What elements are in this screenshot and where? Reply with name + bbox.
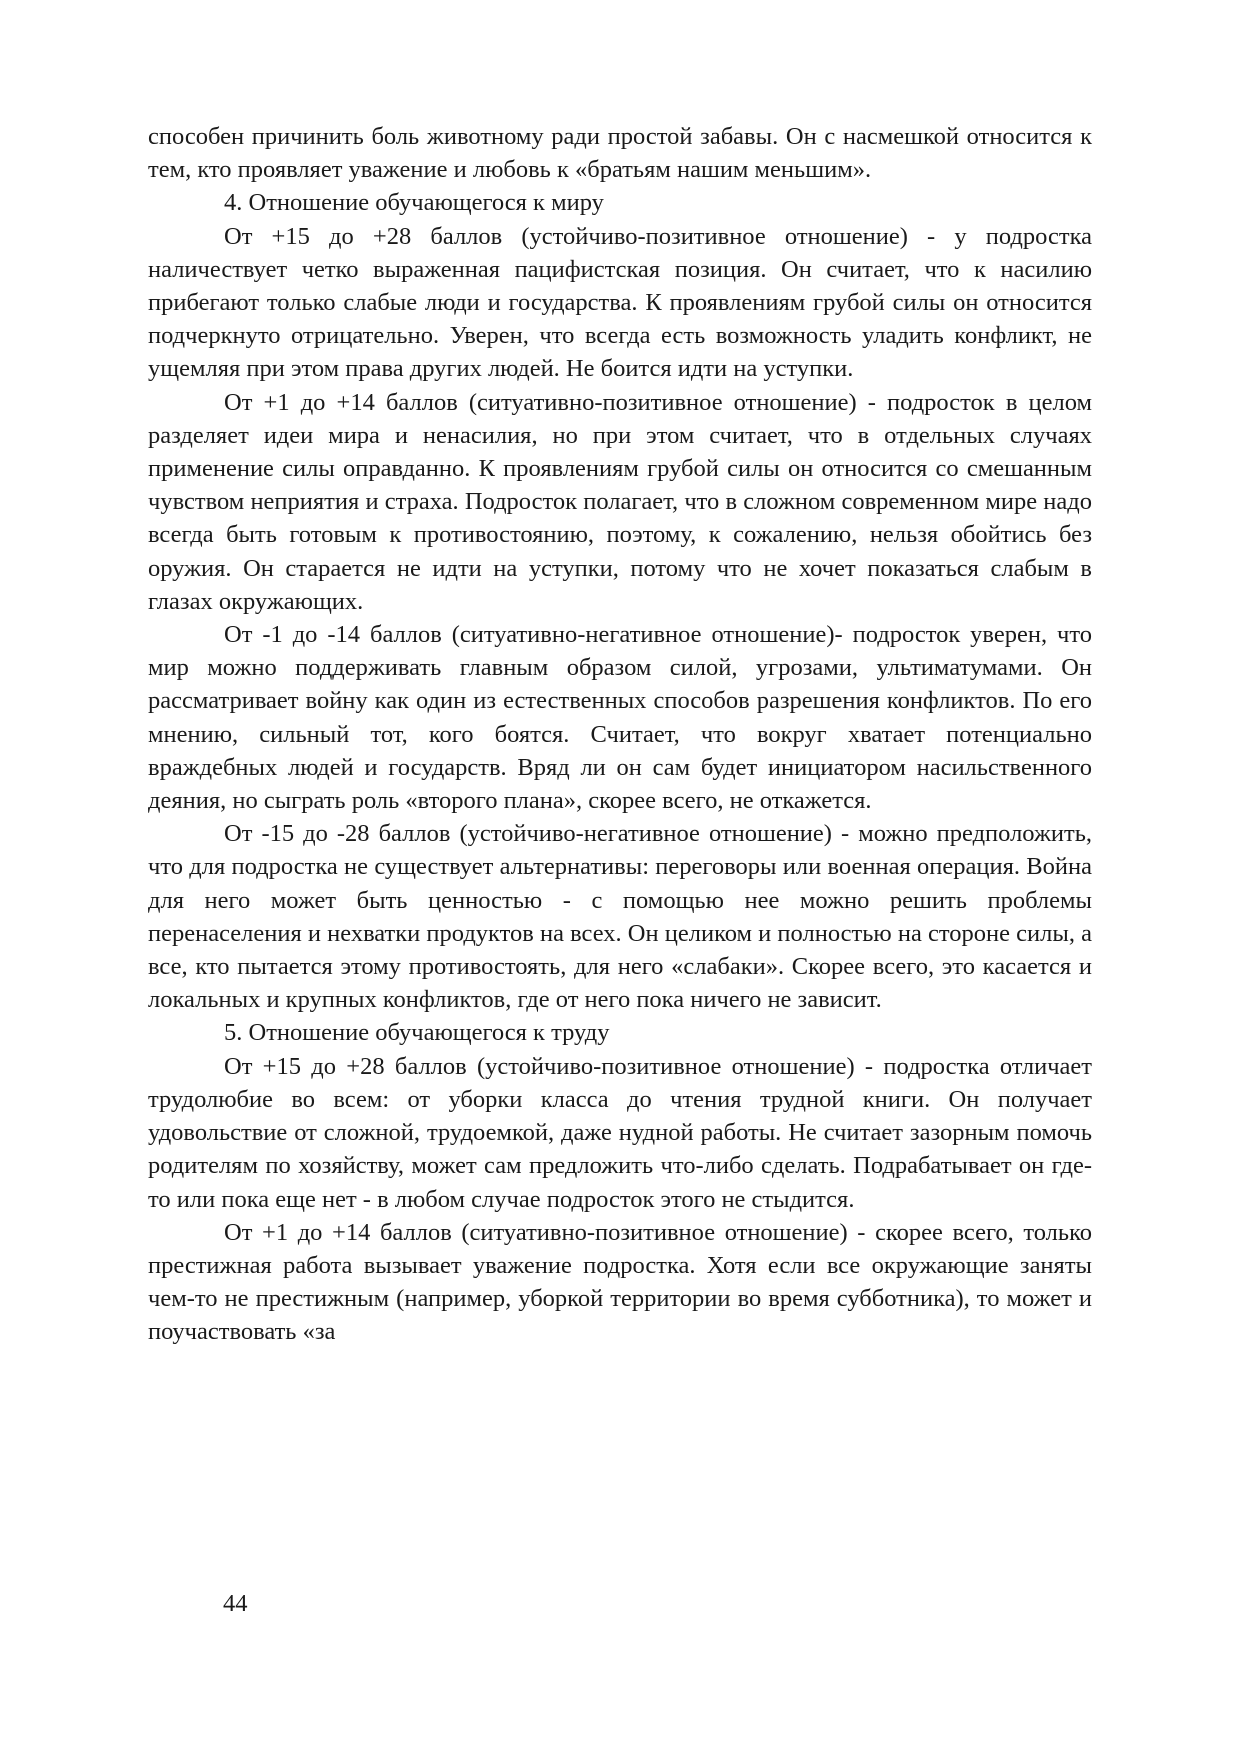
- paragraph-peace-situational-negative: От -1 до -14 баллов (ситуативно-негативное отношение)- подросток уверен, что мир можно поддерживать главным образом силой, угрозами, ультиматумами. Он рассматривает войну как один из естественных способов разрешения конфликтов. По его мнению, сильный тот, кого боятся. Считает, что вокруг хватает потенциально враждебных людей и государств. Вряд ли он сам будет инициатором насильственного деяния, но сыграть роль «второго плана», скорее всего, не откажется.: [148, 621, 1092, 815]
- paragraph-continuation: способен причинить боль животному ради простой забавы. Он с насмешкой относится к тем, кто проявляет уважение и любовь к «братьям нашим меньшим».: [148, 123, 1092, 184]
- paragraph-peace-stable-negative: От -15 до -28 баллов (устойчиво-негативное отношение) - можно предположить, что для подростка не существует альтернативы: переговоры или военная операция. Война для него может быть ценностью - с помощью нее можно решить проблемы перенаселения и нехватки продуктов на всех. Он целиком и полностью на стороне силы, а все, кто пытается этому противостоять, для него «слабаки». Скорее всего, это касается и локальных и крупных конфликтов, где от него пока ничего не зависит.: [148, 820, 1092, 1014]
- paragraph-peace-stable-positive: От +15 до +28 баллов (устойчиво-позитивное отношение) - у подростка наличествует четко выраженная пацифистская позиция. Он считает, что к насилию прибегают только слабые люди и государства. К проявлениям грубой силы он относится подчеркнуто отрицательно. Уверен, что всегда есть возможность уладить конфликт, не ущемляя при этом права других людей. Не боится идти на уступки.: [148, 222, 1092, 383]
- document-page: [148, 120, 1092, 1349]
- section-heading-labor: 5. Отношение обучающегося к труду: [224, 1019, 610, 1047]
- paragraph-peace-situational-positive: От +1 до +14 баллов (ситуативно-позитивное отношение) - подросток в целом разделяет идеи мира и ненасилия, но при этом считает, что в отдельных случаях применение силы оправданно. К проявлениям грубой силы он относится со смешанным чувством неприятия и страха. Подросток полагает, что в сложном современном мире надо всегда быть готовым к противостоянию, поэтому, к сожалению, нельзя обойтись без оружия. Он старается не идти на уступки, потому что не хочет показаться слабым в глазах окружающих.: [148, 388, 1092, 615]
- paragraph-labor-situational-positive: От +1 до +14 баллов (ситуативно-позитивное отношение) - скорее всего, только престижная работа вызывает уважение подростка. Хотя если все окружающие заняты чем-то не престижным (например, уборкой территории во время субботника), то может и поучаствовать «за: [148, 1218, 1092, 1346]
- section-heading-peace: 4. Отношение обучающегося к миру: [224, 189, 604, 217]
- page-number: 44: [223, 1590, 248, 1617]
- paragraph-labor-stable-positive: От +15 до +28 баллов (устойчиво-позитивное отношение) - подростка отличает трудолюбие во всем: от уборки класса до чтения трудной книги. Он получает удовольствие от сложной, трудоемкой, даже нудной работы. Не считает зазорным помочь родителям по хозяйству, может сам предложить что-либо сделать. Подрабатывает он где-то или пока еще нет - в любом случае подросток этого не стыдится.: [148, 1052, 1092, 1213]
